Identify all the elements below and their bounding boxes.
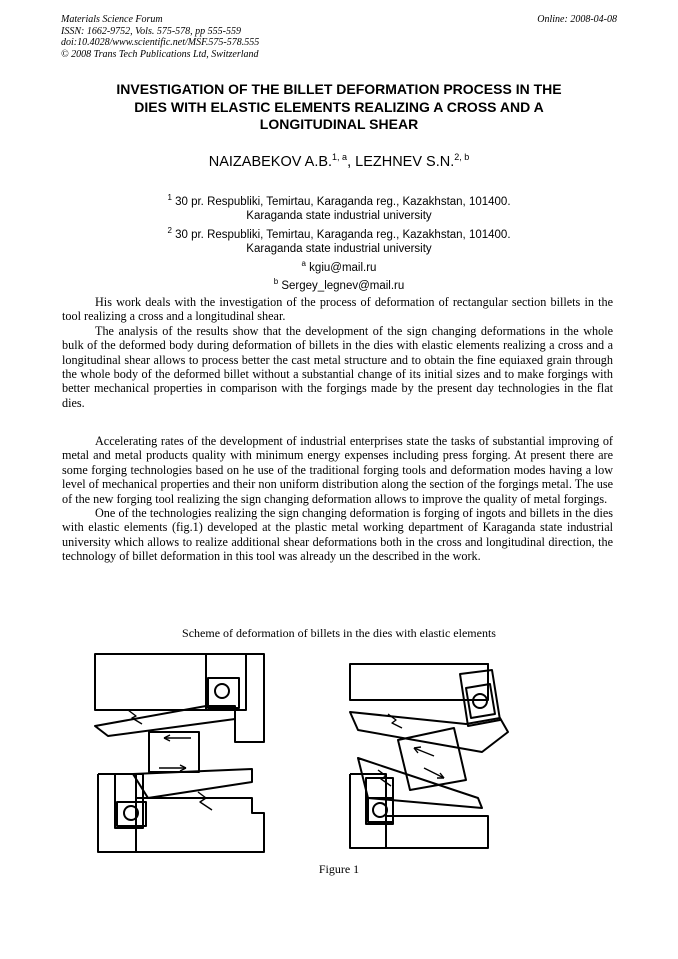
email-marker: a [301, 258, 306, 268]
affiliation-institution: Karaganda state industrial university [246, 210, 432, 223]
upper-pin [215, 684, 229, 698]
online-date: Online: 2008-04-08 [537, 14, 617, 25]
upper-wedge [350, 712, 508, 752]
issn-line: ISSN: 1662-9752, Vols. 575-578, pp 555-559 [61, 25, 241, 37]
lower-die-block [350, 774, 488, 848]
lower-pin [373, 803, 387, 817]
affiliation-address: 30 pr. Respubliki, Temirtau, Karaganda reg., Kazakhstan, 101400. [171, 228, 511, 241]
abstract-paragraph: His work deals with the investigation of the process of deformation of rectangular section billets in the tool realizing a cross and a longitudinal shear. [62, 295, 613, 324]
right-die-assembly [350, 664, 508, 848]
email-address: kgiu@mail.ru [305, 261, 377, 274]
intro-paragraph: One of the technologies realizing the sign changing deformation is forging of ingots and billets in the dies with elastic elements (fig.1) developed at the plastic metal working department of Karaganda state industrial university which allows to realize additional shear deformations both in the cross and longitudinal direction, the technology of billet deformation in this tool was already un the described in the work. [62, 506, 613, 564]
email-marker: b [273, 276, 279, 286]
author-name: NAIZABEKOV A.B. [208, 153, 333, 170]
author-list [0, 152, 678, 170]
paper-title [70, 81, 608, 134]
shear-arrow [424, 768, 444, 778]
author-superscript: 1, a [332, 152, 348, 162]
abstract [62, 295, 613, 410]
upper-pin-housing [208, 678, 239, 708]
email-line [0, 257, 678, 275]
title-line: DIES WITH ELASTIC ELEMENTS REALIZING A CROSS AND A [134, 98, 544, 115]
left-die-assembly [95, 654, 264, 852]
figure-caption: Figure 1 [318, 862, 360, 876]
affiliations [0, 191, 678, 293]
lower-spring [198, 792, 212, 810]
title-line: INVESTIGATION OF THE BILLET DEFORMATION PROCESS IN THE [116, 81, 562, 97]
author-superscript: 2, b [454, 152, 470, 162]
affiliation-line [0, 224, 678, 242]
lower-wedge [133, 769, 252, 798]
affiliation-line [0, 191, 678, 209]
affiliation-institution: Karaganda state industrial university [246, 243, 432, 256]
affiliation-marker: 2 [167, 225, 172, 235]
introduction [62, 434, 613, 564]
intro-paragraph: Accelerating rates of the development of industrial enterprises state the tasks of substantial improving of metal and metal products quality with minimum energy expenses including press forging. At present there are some forging technologies based on he use of the traditional forging tools and deformation modes having a low level of mechanical properties and their non uniform distribution along the section of the forgings metal. The use of the new forging tool realizing the sign changing deformation allows to improve the quality of metal forgings. [62, 434, 613, 506]
author-separator: , [347, 153, 356, 170]
lower-pin-housing [368, 798, 393, 822]
email-line [0, 275, 678, 293]
author-name: LEZHNEV S.N. [355, 153, 455, 170]
affiliation-address: 30 pr. Respubliki, Temirtau, Karaganda reg., Kazakhstan, 101400. [171, 195, 511, 208]
billet [398, 728, 466, 790]
die-deformation-figure [88, 648, 538, 858]
affiliation-marker: 1 [167, 193, 172, 202]
doi-line: doi:10.4028/www.scientific.net/MSF.575-578.555 [61, 37, 260, 48]
copyright-line: © 2008 Trans Tech Publications Ltd, Switzerland [61, 48, 259, 60]
lower-die-block [98, 774, 264, 852]
upper-insert [460, 670, 500, 726]
journal-header [61, 14, 259, 60]
title-line: LONGITUDINAL SHEAR [259, 116, 419, 132]
email-address: Sergey_legnev@mail.ru [278, 279, 405, 292]
figure-heading: Scheme of deformation of billets in the dies with elastic elements [182, 626, 496, 640]
journal-name: Materials Science Forum [61, 14, 163, 25]
abstract-paragraph: The analysis of the results show that the development of the sign changing deformations in the whole bulk of the deformed body during deformation of billets in the dies with elastic elements realizing a cross and a longitudinal shear allows to process better the cast metal structure and to obtain the fine equiaxed grain through the whole body of the deformed billet without a substantial change of its initial sizes and to make forgings with better mechanical properties in comparison with the forgings made by the present day technologies in the flat dies. [62, 323, 613, 410]
